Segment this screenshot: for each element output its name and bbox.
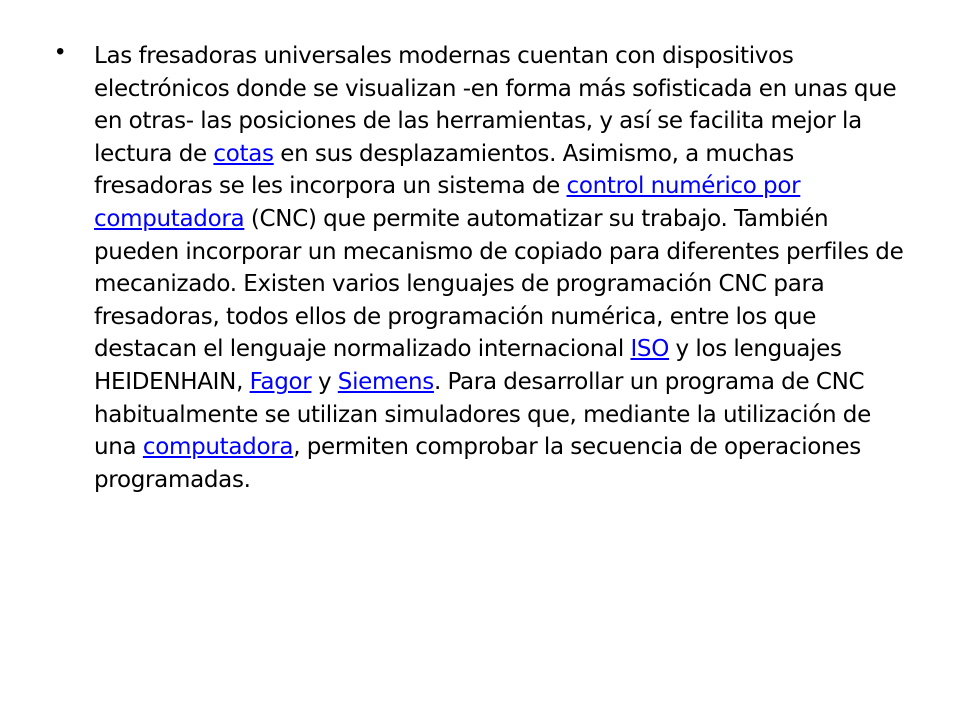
paragraph-text: y los lenguajes HEIDENHAIN, <box>94 336 842 395</box>
link-computadora[interactable]: computadora <box>142 434 294 461</box>
paragraph-text: (CNC) que permite automatizar su trabajo. También pueden incorporar un mecanismo de copiado para diferentes perfiles de mecanizado. Existen varios lenguajes de programación CNC para fresadoras, todos ellos de programación numérica, entre los que destacan el lenguaje normalizado internacional <box>94 205 904 363</box>
bullet-paragraph <box>94 40 916 496</box>
paragraph-text: . Para desarrollar un programa de CNC habitualmente se utilizan simuladores que, mediante la utilización de una <box>94 368 871 461</box>
link-iso[interactable]: ISO <box>630 336 670 363</box>
link-siemens[interactable]: Siemens <box>337 368 434 395</box>
link-fagor[interactable]: Fagor <box>249 368 312 395</box>
bullet-marker: • <box>56 38 65 65</box>
link-cotas[interactable]: cotas <box>213 140 274 167</box>
link-control-numerico[interactable]: control numérico por computadora <box>94 173 801 232</box>
paragraph-text: en sus desplazamientos. Asimismo, a muchas fresadoras se les incorpora un sistema de <box>94 140 794 200</box>
paragraph-text: Las fresadoras universales modernas cuentan con dispositivos electrónicos donde se visualizan -en forma más sofisticada en unas que en otras- las posiciones de las herramientas, y así se facilita mejor la lectura de <box>94 43 897 167</box>
paragraph-text: , permiten comprobar la secuencia de operaciones programadas. <box>94 434 861 493</box>
paragraph-text: y <box>311 368 338 395</box>
